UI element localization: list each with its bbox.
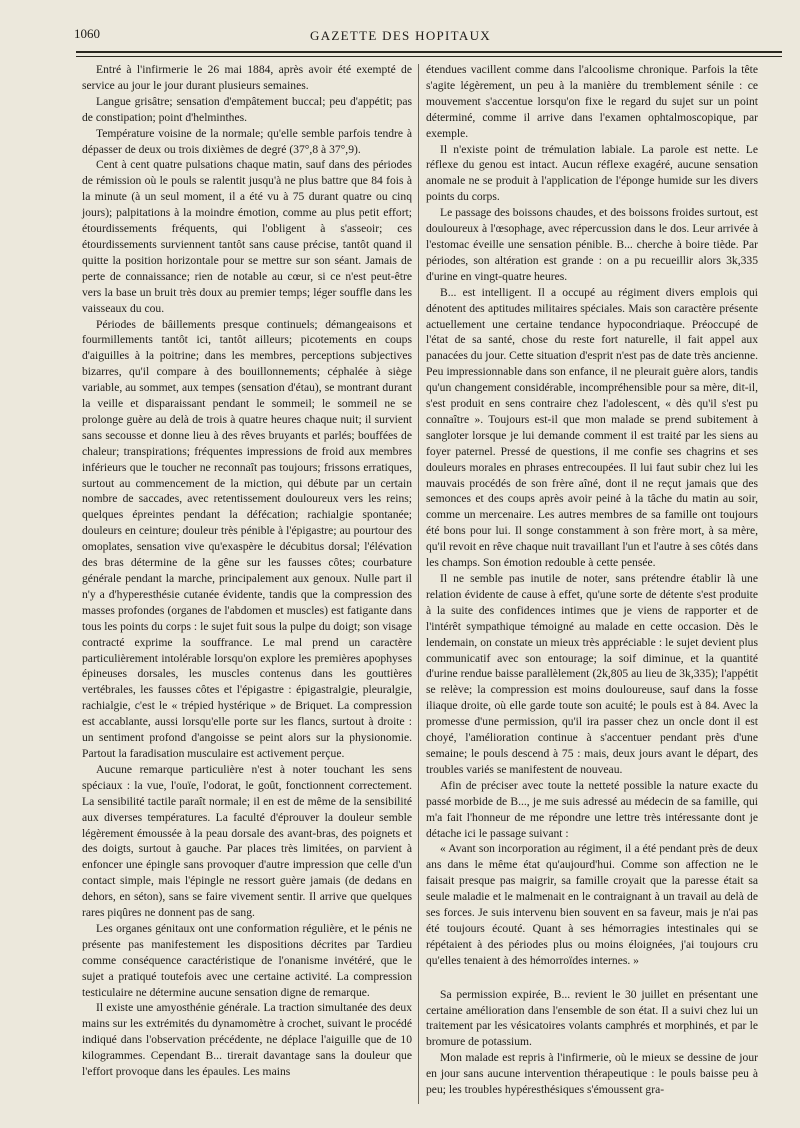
column-divider — [418, 64, 419, 1104]
running-title: GAZETTE DES HOPITAUX — [310, 28, 491, 43]
paragraph: Aucune remarque particulière n'est à noter touchant les sens spéciaux : la vue, l'ouïe, l'odorat, le goût, fonctionnent correctement. La sensibilité tactile paraît normale; il en est de même de la sensibilité aux diverses températures. La faculté d'éprouver la douleur semble légèrement émoussée à la peau dorsale des avant-bras, des poignets et des doigts, surtout à gauche. Par places très limitées, on parvient à enfoncer une épingle sans provoquer d'autre impression que celle d'un contact simple, mais l'épingle ne ressort guère jamais (de dedans en dehors, en séton), sans se faire vivement sentir. Il arrive que quelques rares piqûres ne donnent pas de sang. — [82, 762, 412, 920]
paragraph: Mon malade est repris à l'infirmerie, où le mieux se dessine de jour en jour sans aucune intervention thérapeutique : le pouls baisse peu à peu; les troubles hypéresthésiques s'émoussent gra- — [426, 1051, 758, 1097]
right-column — [426, 62, 758, 1098]
paragraph: Entré à l'infirmerie le 26 mai 1884, après avoir été exempté de service au jour le jour durant plusieurs semaines. — [82, 63, 412, 92]
header-rule — [76, 51, 782, 53]
paragraph: Il ne semble pas inutile de noter, sans prétendre établir là une relation évidente de cause à effet, qu'une sorte de détente s'est produite à la suite des confidences intimes que je viens de rapporter et de l'intérêt sympathique témoigné au malade en cette occasion. Dès le lendemain, on constate un mieux très appréciable : le sujet devient plus communicatif avec son entourage; la soif diminue, et la quantité d'urine rendue baisse parallèlement (2k,805 au lieu de 3k,335); l'appétit se relève; la compression est moins douloureuse, sauf dans la fosse iliaque droite, où elle garde toute son acuité; le pouls est à 84. Avec la promesse d'une permission, qu'il ira passer chez un oncle dont il est choyé, l'amélioration continue à s'accentuer pendant près d'une semaine; le pouls descend à 75 : mais, deux jours avant le départ, des troubles variés se manifestent de nouveau. — [426, 572, 758, 776]
paragraph: Afin de préciser avec toute la netteté possible la nature exacte du passé morbide de B..., je me suis adressé au médecin de sa famille, qui m'a fait l'honneur de me répondre une lettre très intéressante dont je détache ici le passage suivant : — [426, 778, 758, 840]
paragraph: Les organes génitaux ont une conformation régulière, et le pénis ne présente pas manifestement les dispositions décrites par Tardieu comme conséquence caractéristique de l'onanisme invétéré, que le sujet a pratiqué toutefois avec une certaine activité. La compression testiculaire ne détermine aucune sensation digne de remarque. — [82, 921, 412, 999]
quoted-letter: « Avant son incorporation au régiment, il a été pendant près de deux ans dans le même état qu'aujourd'hui. Comme son affection ne le faisait presque pas maigrir, sa famille croyait que la paresse était sa seule maladie et le malmenait en le contraignant à un travail au delà de ses forces. Je suis intervenu bien souvent en sa faveur, mais je n'ai pas été toujours écouté. Quant à ses hémorragies intestinales qui se répétaient à des périodes plus ou moins éloignées, j'ai toujours cru qu'elles tenaient à des hémorroïdes internes. » — [426, 842, 758, 967]
paragraph: Périodes de bâillements presque continuels; démangeaisons et fourmillements tantôt ici, tantôt ailleurs; picotements en coups d'aiguilles à la poitrine; dans les membres, perceptions subjectives bizarres, qu'il compare à des bouillonnements; céphalée à siège variable, au sommet, aux tempes (sensation d'étau), se montrant durant la veille et disparaissant pendant le sommeil; le sommeil ne se prolonge guère au delà de trois à quatre heures chaque nuit; il survient sans secousse et donne lieu à des rêves bruyants et parlés; bouffées de chaleur; transpirations; fréquentes impressions de froid aux membres inférieurs que le toucher ne reconnaît pas toujours; frissons erratiques, surtout au commencement de la miction, qui débute par un certain nombre de saccades, avec retentissement douloureux vers les reins; quelques épreintes pendant la défécation; rachialgie spontanée; douleurs en ceinture; douleur très pénible à l'épigastre; au pourtour des omoplates, sensation vive qu'exaspère le décubitus dorsal; l'élévation des bras détermine de la gêne sur les fausses côtes; courbature générale pendant la marche, principalement aux genoux. Nulle part il n'y a d'hyperesthésie cutanée évidente, tandis que la compression des masses profondes (organes de l'abdomen et muscles) est fatigante dans tous les points du corps : le sujet fuit sous la pulpe du doigt; son visage contracté exprime la souffrance. Le mal prend un caractère particulièrement intolérable lorsqu'on explore les premières apophyses épineuses dorsales, les muscles contenus dans les gouttières vertébrales, les fausses côtes et l'épigastre : épigastralgie, pleuralgie, rachialgie, c'est le « trépied hystérique » de Briquet. La compression est accablante, aussi lorsqu'elle porte sur les flancs, surtout à droite : un sentiment profond d'angoisse se peint alors sur la physionomie. Partout la faradisation musculaire est activement perçue. — [82, 317, 412, 760]
left-column — [82, 62, 412, 1080]
paragraph: Le passage des boissons chaudes, et des boissons froides surtout, est douloureux à l'œsophage, avec répercussion dans le dos. Leur arrivée à l'estomac éveille une sensation pénible. B... cherche à boire tiède. Par périodes, son altération est grande : on a pu recueillir alors 3k,335 d'urine en vingt-quatre heures. — [426, 206, 758, 283]
paragraph: B... est intelligent. Il a occupé au régiment divers emplois qui dénotent des aptitudes militaires spéciales. Mais son caractère présente actuellement une certaine tendance hypocondriaque. Préoccupé de l'état de sa santé, chose du reste fort naturelle, il fait appel aux panacées du jour. Cette situation d'esprit n'est pas de date très ancienne. Peu impressionnable dans son enfance, il ne pleurait guère alors, tandis qu'un changement considérable, incompréhensible pour sa mère, dit-il, s'est produit en sens contraire chez l'adolescent, « dès qu'il s'est pu connaître ». Toujours est-il que mon malade se prend subitement à sangloter lorsque je lui demande comment il est traité par les siens au foyer paternel. Pressé de questions, il me confie ses chagrins et ses douleurs morales en phrases entrecoupées. Il lui faut subir chez lui les mauvais procédés de son frère aîné, dont il ne reçut jamais que des semonces et des coups après avoir peiné à la tâche du matin au soir, comme un mercenaire. Les autres membres de sa famille ont toujours été bons pour lui. Il songe constamment à son frère mort, à sa mère, qu'il revoit en rêve chaque nuit travaillant l'un et l'autre à ses côtés dans les champs. Son émotion redouble à cette pensée. — [426, 285, 758, 570]
paragraph: étendues vacillent comme dans l'alcoolisme chronique. Parfois la tête s'agite légèrement, un peu à la manière du tremblement sénile : ce mouvement s'accentue lorsqu'on fixe le regard du sujet sur un point déterminé, comme il arrive dans l'examen ophtalmoscopique, par exemple. — [426, 63, 758, 140]
paragraph: Sa permission expirée, B... revient le 30 juillet en présentant une certaine amélioration dans l'ensemble de son état. Il a suivi chez lui un traitement par les vésicatoires volants camphrés et morphinés, et par le bromure de potassium. — [426, 987, 758, 1049]
paragraph: Température voisine de la normale; qu'elle semble parfois tendre à dépasser de deux ou trois dixièmes de degré (37°,8 à 37°,9). — [82, 126, 412, 156]
paragraph: Langue grisâtre; sensation d'empâtement buccal; peu d'appétit; pas de constipation; point d'helminthes. — [82, 94, 412, 124]
header-rule-thin — [76, 56, 782, 57]
page-header — [60, 22, 782, 52]
page-number: 1060 — [74, 26, 100, 41]
paragraph: Il existe une amyosthénie générale. La traction simultanée des deux mains sur les extrémités du dynamomètre à crochet, suivant le procédé indiqué dans l'observation précédente, ne déplace l'aiguille que de 10 kilogrammes. Cependant B... tirerait davantage sans la douleur que l'effort provoque dans les épaules. Les mains — [82, 1001, 412, 1079]
paragraph: Il n'existe point de trémulation labiale. La parole est nette. Le réflexe du genou est intact. Aucun réflexe exagéré, aucune sensation anomale ne se produit à l'application de l'éponge humide sur les divers points du corps. — [426, 142, 758, 204]
paragraph: Cent à cent quatre pulsations chaque matin, sauf dans des périodes de rémission où le pouls se ralentit jusqu'à ne plus battre que 84 fois à la minute (à un seul moment, il a été vu à 75 durant quatre ou cinq jours); palpitations à la moindre émotion, comme au plus petit effort; étourdissements fréquents, qui l'obligent à s'asseoir; ces étourdissements surviennent tantôt sans cause précise, tantôt quand il quitte la position horizontale pour se mettre sur son séant. Jamais de perte de connaissance; rien de notable au cœur, si ce n'est peut-être vers la base un bruit très doux au premier temps; léger souffle dans les vaisseaux du cou. — [82, 158, 412, 315]
